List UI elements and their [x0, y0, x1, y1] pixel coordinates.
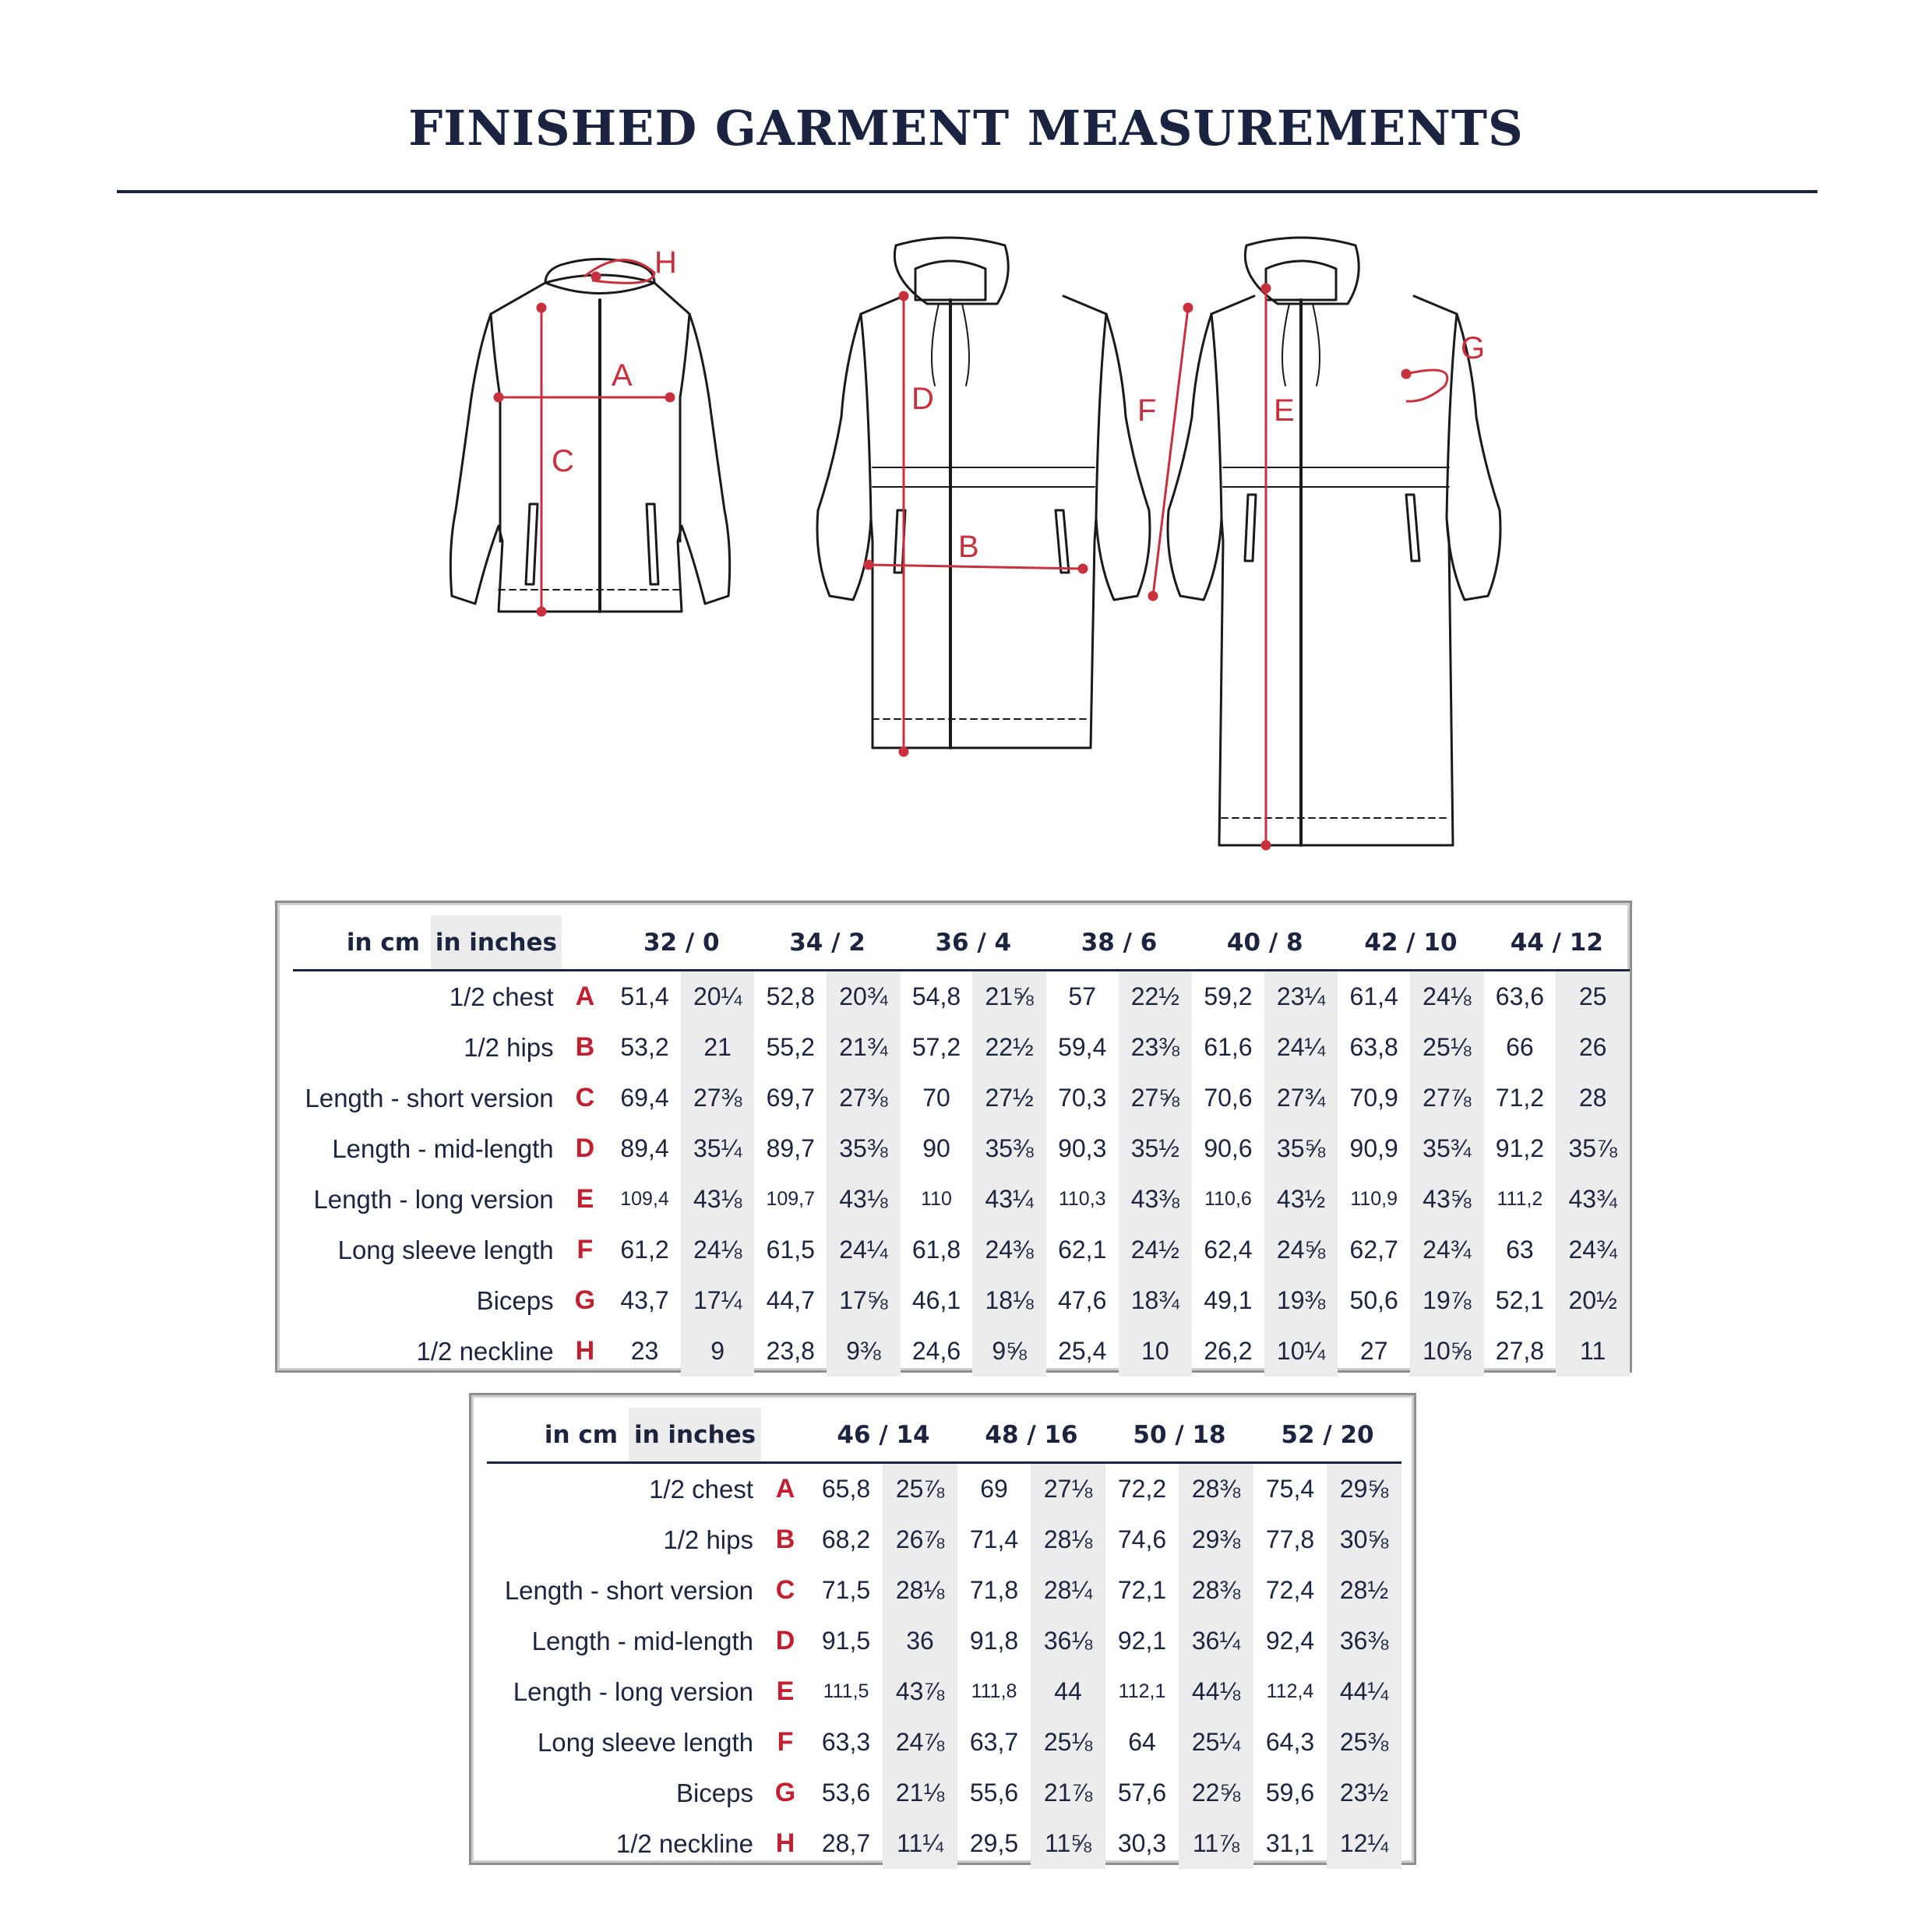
measurement-label: 1/2 neckline — [416, 1336, 554, 1366]
value-inches: 18¾ — [1119, 1275, 1193, 1326]
value-inches: 25⅛ — [1410, 1022, 1484, 1073]
value-inches: 26⅞ — [883, 1514, 957, 1565]
value-inches: 20¼ — [681, 971, 755, 1023]
value-cm: 27,8 — [1495, 1337, 1545, 1365]
value-inches: 43⅛ — [681, 1174, 755, 1225]
value-cm: 53,2 — [620, 1033, 669, 1061]
measurement-label: Length - short version — [504, 1575, 753, 1605]
value-inches: 10¼ — [1264, 1326, 1338, 1377]
measurement-letter: C — [775, 1575, 795, 1605]
value-inches: 22½ — [972, 1022, 1046, 1073]
value-inches: 24⅛ — [681, 1225, 755, 1275]
value-cm: 89,4 — [620, 1134, 669, 1162]
value-inches: 10⅝ — [1410, 1326, 1484, 1377]
value-cm: 62,4 — [1204, 1236, 1253, 1264]
value-inches: 25¼ — [1179, 1717, 1253, 1768]
value-cm: 63,8 — [1349, 1033, 1398, 1061]
value-inches: 35¾ — [1410, 1123, 1484, 1174]
value-cm: 51,4 — [620, 982, 669, 1010]
value-cm: 25,4 — [1058, 1337, 1107, 1365]
measurement-label: 1/2 neckline — [615, 1828, 753, 1858]
size-header: 40 / 8 — [1226, 928, 1303, 957]
table-row — [293, 1275, 1630, 1326]
value-inches: 21⅛ — [883, 1768, 957, 1818]
value-inches: 28⅜ — [1179, 1463, 1253, 1515]
value-inches: 43⅞ — [883, 1666, 957, 1717]
table-row — [293, 1326, 1630, 1377]
value-inches: 28 — [1556, 1073, 1630, 1123]
value-inches: 27⅞ — [1410, 1073, 1484, 1123]
label-g: G — [1461, 331, 1486, 365]
value-inches: 26 — [1556, 1022, 1630, 1073]
size-header: 50 / 18 — [1133, 1420, 1226, 1449]
value-inches: 24¾ — [1556, 1225, 1630, 1275]
label-d: D — [911, 382, 934, 416]
page-title: FINISHED GARMENT MEASUREMENTS — [408, 100, 1524, 157]
value-cm: 69 — [980, 1475, 1008, 1503]
value-inches: 43⅝ — [1410, 1174, 1484, 1225]
value-inches: 43⅜ — [1119, 1174, 1193, 1225]
header-in-inches: in inches — [629, 1408, 761, 1463]
value-cm: 57 — [1068, 982, 1097, 1010]
measurement-table — [293, 915, 1630, 1377]
value-inches: 35⅞ — [1556, 1123, 1630, 1174]
value-inches: 23½ — [1327, 1768, 1401, 1818]
value-cm: 91,8 — [969, 1627, 1019, 1655]
value-cm: 61,5 — [766, 1236, 815, 1264]
value-cm: 62,7 — [1349, 1236, 1398, 1264]
value-inches: 24⅞ — [883, 1717, 957, 1768]
measurement-label: 1/2 chest — [649, 1474, 753, 1504]
value-cm: 57,2 — [911, 1033, 961, 1061]
value-inches: 21⅝ — [972, 971, 1046, 1023]
value-inches: 17⅝ — [827, 1275, 901, 1326]
measurement-letter: D — [575, 1133, 595, 1163]
value-inches: 21 — [681, 1022, 755, 1073]
measurement-letter: G — [774, 1778, 796, 1807]
value-inches: 9⅜ — [827, 1326, 901, 1377]
value-inches: 27⅝ — [1119, 1073, 1193, 1123]
value-cm: 52,8 — [766, 982, 815, 1010]
measurement-letter: B — [775, 1525, 795, 1554]
value-cm: 24,6 — [911, 1337, 961, 1365]
value-inches: 43¼ — [972, 1174, 1046, 1225]
value-inches: 11 — [1556, 1326, 1630, 1377]
value-cm: 61,4 — [1349, 982, 1398, 1010]
measurement-letter: H — [575, 1336, 595, 1366]
value-cm: 57,6 — [1117, 1779, 1167, 1807]
value-inches: 35⅝ — [1264, 1123, 1338, 1174]
measurement-letter: E — [776, 1676, 795, 1706]
value-inches: 25⅞ — [883, 1463, 957, 1515]
table-row — [487, 1768, 1401, 1818]
value-inches: 36⅜ — [1327, 1616, 1401, 1666]
value-cm: 70,9 — [1349, 1084, 1398, 1112]
value-cm: 72,2 — [1117, 1475, 1167, 1503]
value-cm: 110,6 — [1204, 1188, 1252, 1210]
value-cm: 63,7 — [969, 1728, 1019, 1756]
value-inches: 24¾ — [1410, 1225, 1484, 1275]
value-cm: 112,1 — [1118, 1680, 1166, 1702]
value-inches: 29⅜ — [1179, 1514, 1253, 1565]
measurement-label: Length - mid-length — [332, 1133, 554, 1163]
measurement-letter: A — [775, 1474, 795, 1504]
value-inches: 24⅛ — [1410, 971, 1484, 1023]
value-cm: 91,5 — [821, 1627, 871, 1655]
header-in-inches: in inches — [431, 915, 562, 971]
value-cm: 70,3 — [1058, 1084, 1107, 1112]
measurement-label: Long sleeve length — [537, 1727, 753, 1757]
value-cm: 70 — [922, 1084, 950, 1112]
value-inches: 28½ — [1327, 1565, 1401, 1616]
value-cm: 90,9 — [1349, 1134, 1398, 1162]
table-row — [293, 1022, 1630, 1073]
value-cm: 111,8 — [971, 1680, 1017, 1702]
table-row — [293, 1073, 1630, 1123]
value-cm: 52,1 — [1495, 1286, 1545, 1314]
size-table-2 — [469, 1393, 1416, 1865]
value-cm: 71,4 — [969, 1525, 1019, 1553]
value-cm: 62,1 — [1058, 1236, 1107, 1264]
value-cm: 28,7 — [821, 1829, 871, 1857]
measurement-letter: E — [576, 1184, 594, 1214]
value-cm: 110,3 — [1058, 1188, 1106, 1210]
value-inches: 24½ — [1119, 1225, 1193, 1275]
value-cm: 23 — [630, 1337, 659, 1365]
value-inches: 17¼ — [681, 1275, 755, 1326]
measurement-label: Length - long version — [513, 1676, 753, 1706]
value-inches: 43½ — [1264, 1174, 1338, 1225]
value-cm: 70,6 — [1204, 1084, 1253, 1112]
value-inches: 24⅝ — [1264, 1225, 1338, 1275]
value-cm: 69,7 — [766, 1084, 815, 1112]
table-row — [487, 1514, 1401, 1565]
measurement-letter: D — [775, 1626, 795, 1655]
value-cm: 110 — [921, 1188, 952, 1210]
measurement-letter: B — [575, 1032, 595, 1062]
value-inches: 35⅜ — [972, 1123, 1046, 1174]
value-cm: 89,7 — [766, 1134, 815, 1162]
value-cm: 111,2 — [1497, 1188, 1543, 1210]
value-cm: 71,5 — [821, 1576, 871, 1604]
size-table-1 — [275, 901, 1632, 1373]
table-row — [487, 1616, 1401, 1666]
table-row — [293, 1123, 1630, 1174]
value-inches: 11⅝ — [1031, 1818, 1105, 1869]
header-in-cm: in cm — [346, 928, 421, 957]
table-row — [293, 1174, 1630, 1225]
value-inches: 19⅞ — [1410, 1275, 1484, 1326]
value-cm: 61,8 — [911, 1236, 961, 1264]
value-cm: 110,9 — [1350, 1188, 1398, 1210]
measurement-letter: H — [775, 1828, 795, 1858]
value-cm: 27 — [1359, 1337, 1388, 1365]
value-cm: 43,7 — [620, 1286, 669, 1314]
value-cm: 54,8 — [911, 982, 961, 1010]
value-cm: 63 — [1506, 1236, 1534, 1264]
value-cm: 71,8 — [969, 1576, 1019, 1604]
value-inches: 11¼ — [883, 1818, 957, 1869]
garment-illustrations — [421, 230, 1542, 853]
value-cm: 92,1 — [1117, 1627, 1167, 1655]
table-row — [487, 1565, 1401, 1616]
value-inches: 25⅛ — [1031, 1717, 1105, 1768]
value-cm: 71,2 — [1495, 1084, 1545, 1112]
value-inches: 24¼ — [827, 1225, 901, 1275]
size-header: 32 / 0 — [643, 928, 720, 957]
size-header: 48 / 16 — [985, 1420, 1078, 1449]
measurement-label: Length - short version — [305, 1083, 554, 1112]
label-c: C — [552, 444, 574, 478]
value-inches: 19⅜ — [1264, 1275, 1338, 1326]
value-cm: 64,3 — [1265, 1728, 1315, 1756]
value-cm: 50,6 — [1349, 1286, 1398, 1314]
value-cm: 23,8 — [766, 1337, 815, 1365]
value-inches: 11⅞ — [1179, 1818, 1253, 1869]
value-inches: 24⅜ — [972, 1225, 1046, 1275]
value-cm: 112,4 — [1266, 1680, 1314, 1702]
label-h: H — [654, 245, 677, 280]
value-inches: 23¼ — [1264, 971, 1338, 1023]
value-inches: 27⅛ — [1031, 1463, 1105, 1515]
value-inches: 27⅜ — [681, 1073, 755, 1123]
value-cm: 109,7 — [766, 1188, 816, 1210]
size-header: 52 / 20 — [1281, 1420, 1374, 1449]
measurement-label: 1/2 chest — [449, 982, 554, 1011]
value-inches: 24¼ — [1264, 1022, 1338, 1073]
value-inches: 25⅜ — [1327, 1717, 1401, 1768]
value-inches: 18⅛ — [972, 1275, 1046, 1326]
measurement-letter: A — [575, 982, 595, 1011]
value-inches: 22⅝ — [1179, 1768, 1253, 1818]
value-cm: 64 — [1128, 1728, 1156, 1756]
value-inches: 20¾ — [827, 971, 901, 1023]
value-inches: 23⅜ — [1119, 1022, 1193, 1073]
value-cm: 90 — [922, 1134, 950, 1162]
value-inches: 36⅛ — [1031, 1616, 1105, 1666]
measurement-letter: G — [574, 1285, 596, 1315]
label-f: F — [1137, 393, 1157, 428]
value-cm: 44,7 — [766, 1286, 815, 1314]
value-inches: 27½ — [972, 1073, 1046, 1123]
table-row — [487, 1666, 1401, 1717]
value-inches: 30⅝ — [1327, 1514, 1401, 1565]
value-cm: 30,3 — [1117, 1829, 1167, 1857]
label-a: A — [612, 358, 633, 393]
value-cm: 61,2 — [620, 1236, 669, 1264]
value-inches: 35⅜ — [827, 1123, 901, 1174]
value-inches: 12¼ — [1327, 1818, 1401, 1869]
value-inches: 27⅜ — [827, 1073, 901, 1123]
value-cm: 46,1 — [911, 1286, 961, 1314]
value-inches: 43⅛ — [827, 1174, 901, 1225]
label-b: B — [958, 530, 979, 564]
title-divider — [117, 190, 1817, 193]
value-cm: 53,6 — [821, 1779, 871, 1807]
value-cm: 111,5 — [823, 1680, 869, 1702]
measurement-label: Long sleeve length — [337, 1235, 554, 1264]
value-inches: 25 — [1556, 971, 1630, 1023]
value-cm: 72,4 — [1265, 1576, 1315, 1604]
value-cm: 59,6 — [1265, 1779, 1315, 1807]
value-cm: 29,5 — [969, 1829, 1019, 1857]
value-cm: 61,6 — [1204, 1033, 1253, 1061]
value-cm: 90,3 — [1058, 1134, 1107, 1162]
label-e: E — [1274, 393, 1295, 428]
table-row — [487, 1463, 1401, 1515]
measurement-label: 1/2 hips — [464, 1032, 554, 1062]
value-inches: 35¼ — [681, 1123, 755, 1174]
measurement-label: Biceps — [476, 1285, 554, 1315]
short-jacket-drawing — [450, 259, 729, 612]
value-inches: 28⅛ — [883, 1565, 957, 1616]
value-inches: 44⅛ — [1179, 1666, 1253, 1717]
value-inches: 27¾ — [1264, 1073, 1338, 1123]
value-inches: 28⅜ — [1179, 1565, 1253, 1616]
table-row — [487, 1818, 1401, 1869]
value-inches: 21¾ — [827, 1022, 901, 1073]
value-inches: 22½ — [1119, 971, 1193, 1023]
value-cm: 66 — [1506, 1033, 1534, 1061]
value-cm: 90,6 — [1204, 1134, 1253, 1162]
value-inches: 9 — [681, 1326, 755, 1377]
size-header: 36 / 4 — [935, 928, 1012, 957]
measurement-label: Biceps — [675, 1778, 753, 1807]
value-inches: 29⅝ — [1327, 1463, 1401, 1515]
value-cm: 49,1 — [1204, 1286, 1253, 1314]
value-cm: 91,2 — [1495, 1134, 1545, 1162]
long-parka-drawing — [1168, 238, 1500, 845]
value-inches: 28¼ — [1031, 1565, 1105, 1616]
value-inches: 21⅞ — [1031, 1768, 1105, 1818]
mid-length-parka-drawing — [817, 238, 1150, 748]
value-inches: 35½ — [1119, 1123, 1193, 1174]
value-cm: 92,4 — [1265, 1627, 1315, 1655]
measurement-letter: F — [777, 1727, 794, 1757]
value-cm: 26,2 — [1204, 1337, 1253, 1365]
value-cm: 63,6 — [1495, 982, 1545, 1010]
measurement-label: Length - long version — [313, 1184, 554, 1214]
value-cm: 31,1 — [1265, 1829, 1315, 1857]
value-cm: 59,4 — [1058, 1033, 1107, 1061]
value-inches: 36¼ — [1179, 1616, 1253, 1666]
value-cm: 63,3 — [821, 1728, 871, 1756]
value-inches: 44 — [1031, 1666, 1105, 1717]
value-cm: 72,1 — [1117, 1576, 1167, 1604]
table-row — [293, 1225, 1630, 1275]
value-inches: 43¾ — [1556, 1174, 1630, 1225]
size-header: 38 / 6 — [1081, 928, 1158, 957]
value-inches: 20½ — [1556, 1275, 1630, 1326]
size-header: 42 / 10 — [1364, 928, 1458, 957]
value-cm: 69,4 — [620, 1084, 669, 1112]
value-cm: 74,6 — [1117, 1525, 1167, 1553]
measurement-letter: C — [575, 1083, 595, 1112]
measurement-label: 1/2 hips — [663, 1525, 753, 1554]
table-row — [487, 1717, 1401, 1768]
value-cm: 59,2 — [1204, 982, 1253, 1010]
measurement-table — [487, 1408, 1401, 1869]
measurement-label: Length - mid-length — [531, 1626, 753, 1655]
value-cm: 55,6 — [969, 1779, 1019, 1807]
value-inches: 28⅛ — [1031, 1514, 1105, 1565]
value-cm: 75,4 — [1265, 1475, 1315, 1503]
value-cm: 55,2 — [766, 1033, 815, 1061]
value-cm: 68,2 — [821, 1525, 871, 1553]
size-header: 44 / 12 — [1510, 928, 1603, 957]
value-cm: 65,8 — [821, 1475, 871, 1503]
header-in-cm: in cm — [544, 1420, 618, 1449]
measurement-letter: F — [576, 1235, 594, 1264]
value-cm: 77,8 — [1265, 1525, 1315, 1553]
size-header: 46 / 14 — [837, 1420, 930, 1449]
value-cm: 109,4 — [620, 1188, 669, 1210]
size-header: 34 / 2 — [789, 928, 866, 957]
value-inches: 44¼ — [1327, 1666, 1401, 1717]
value-inches: 10 — [1119, 1326, 1193, 1377]
table-row — [293, 971, 1630, 1023]
value-inches: 36 — [883, 1616, 957, 1666]
value-cm: 47,6 — [1058, 1286, 1107, 1314]
value-inches: 9⅝ — [972, 1326, 1046, 1377]
